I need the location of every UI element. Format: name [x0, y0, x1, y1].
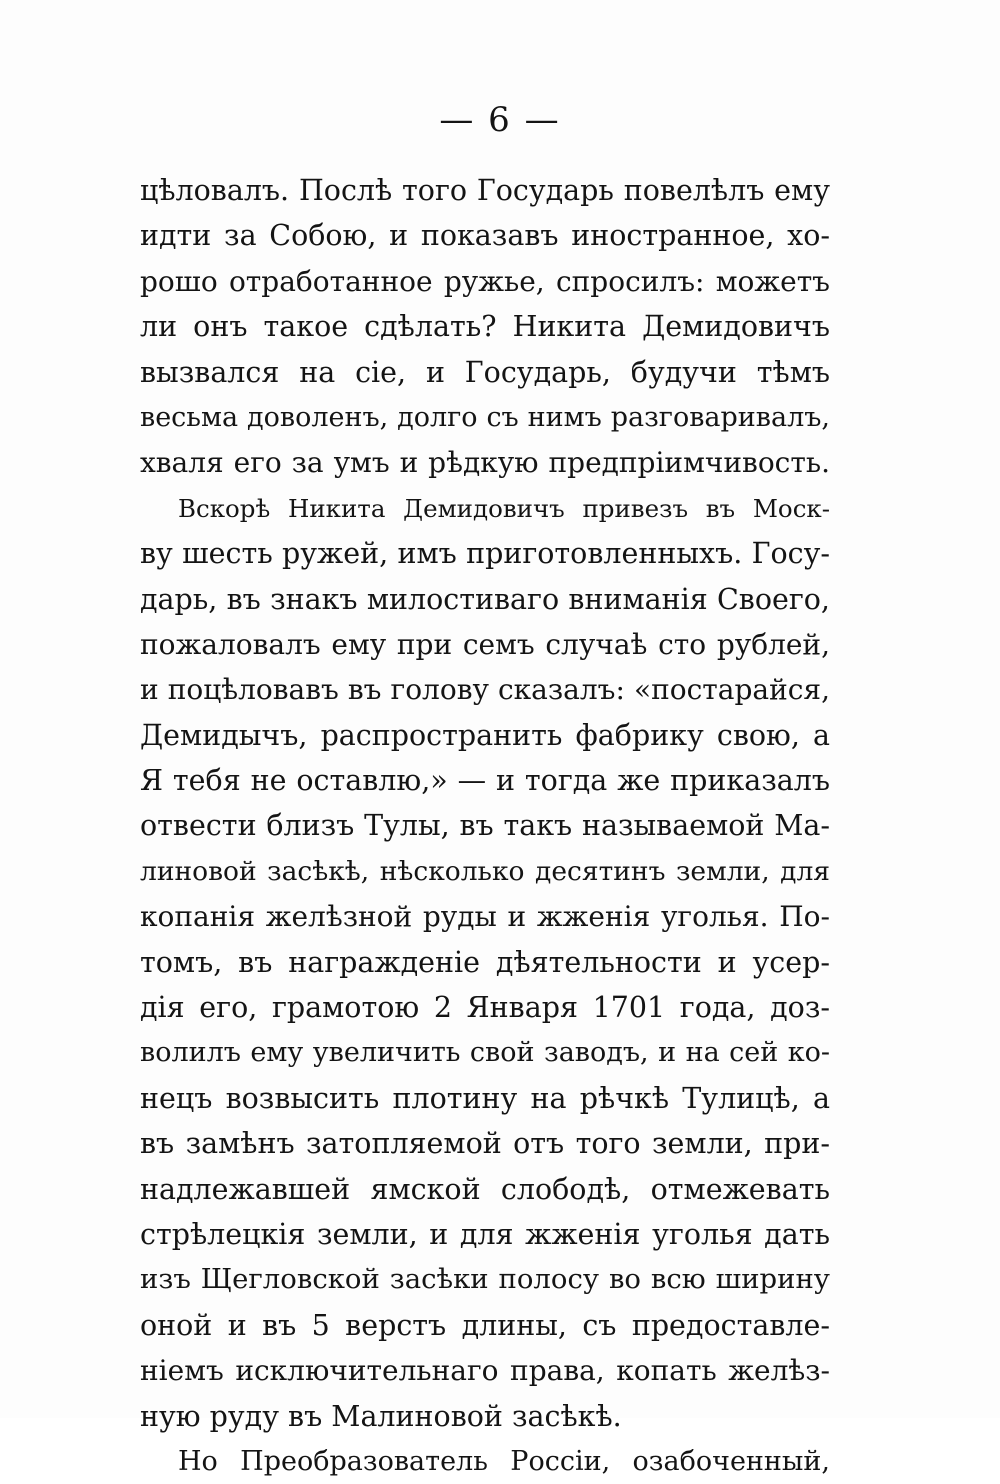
text-line: надлежавшей ямской слободѣ, отмежевать — [140, 1172, 830, 1206]
text-line: ную руду въ Малиновой засѣкѣ. — [140, 1399, 622, 1433]
text-line: нецъ возвысить плотину на рѣчкѣ Тулицѣ, а — [140, 1081, 830, 1115]
text-line: изъ Щегловской засѣки полосу во всю ширину — [140, 1263, 830, 1296]
text-line: идти за Собою, и показавъ иностранное, хо- — [140, 219, 830, 253]
text-line: ву шесть ружей, имъ приготовленныхъ. Госу- — [140, 537, 830, 571]
text-line: и поцѣловавъ въ голову сказалъ: «постарайся, — [140, 673, 830, 707]
text-line: отвести близъ Тулы, въ такъ называемой Ма- — [140, 809, 830, 843]
text-line: томъ, въ награжденіе дѣятельности и усер- — [140, 945, 830, 979]
text-line: Но Преобразователь Россіи, озабоченный, — [178, 1445, 830, 1477]
text-line: ли онъ такое сдѣлать? Никита Демидовичъ — [140, 310, 830, 344]
text-line: рошо отработанное ружье, спросилъ: можетъ — [140, 264, 830, 298]
body-text — [140, 168, 830, 1484]
text-line: весьма доволенъ, долго съ нимъ разговаривалъ, — [140, 401, 830, 433]
text-line: Демидычъ, распространить фабрику свою, а — [140, 718, 830, 752]
paragraph — [140, 1439, 830, 1484]
text-line: дія его, грамотою 2 Января 1701 года, доз- — [140, 991, 830, 1025]
paragraph — [140, 168, 830, 486]
paragraph — [140, 486, 830, 1439]
text-line: Я тебя не оставлю,» — и тогда же приказалъ — [140, 764, 830, 798]
text-line: въ замѣнъ затопляемой отъ того земли, при- — [140, 1127, 830, 1161]
text-line: волилъ ему увеличить свой заводъ, и на сей ко- — [140, 1037, 830, 1069]
text-line: цѣловалъ. Послѣ того Государь повелѣлъ ему — [140, 174, 830, 207]
text-line: хваля его за умъ и рѣдкую предпріимчивость. — [140, 446, 830, 480]
text-line: оной и въ 5 верстъ длины, съ предоставле- — [140, 1308, 830, 1342]
text-line: копанія желѣзной руды и жженія уголья. По- — [140, 900, 830, 934]
text-line: пожаловалъ ему при семъ случаѣ сто рублей, — [140, 627, 830, 661]
text-line: вызвался на сіе, и Государь, будучи тѣмъ — [140, 355, 830, 389]
text-line: стрѣлецкія земли, и для жженія уголья дать — [140, 1217, 830, 1251]
text-line: ніемъ исключительнаго права, копать желѣз- — [140, 1354, 830, 1388]
text-line: Вскорѣ Никита Демидовичъ привезъ въ Моск- — [178, 493, 830, 523]
page-number: — 6 — — [439, 100, 561, 140]
text-line: дарь, въ знакъ милостиваго вниманія Своего, — [140, 582, 830, 616]
text-line: линовой засѣкѣ, нѣсколько десятинъ земли, для — [140, 855, 830, 887]
